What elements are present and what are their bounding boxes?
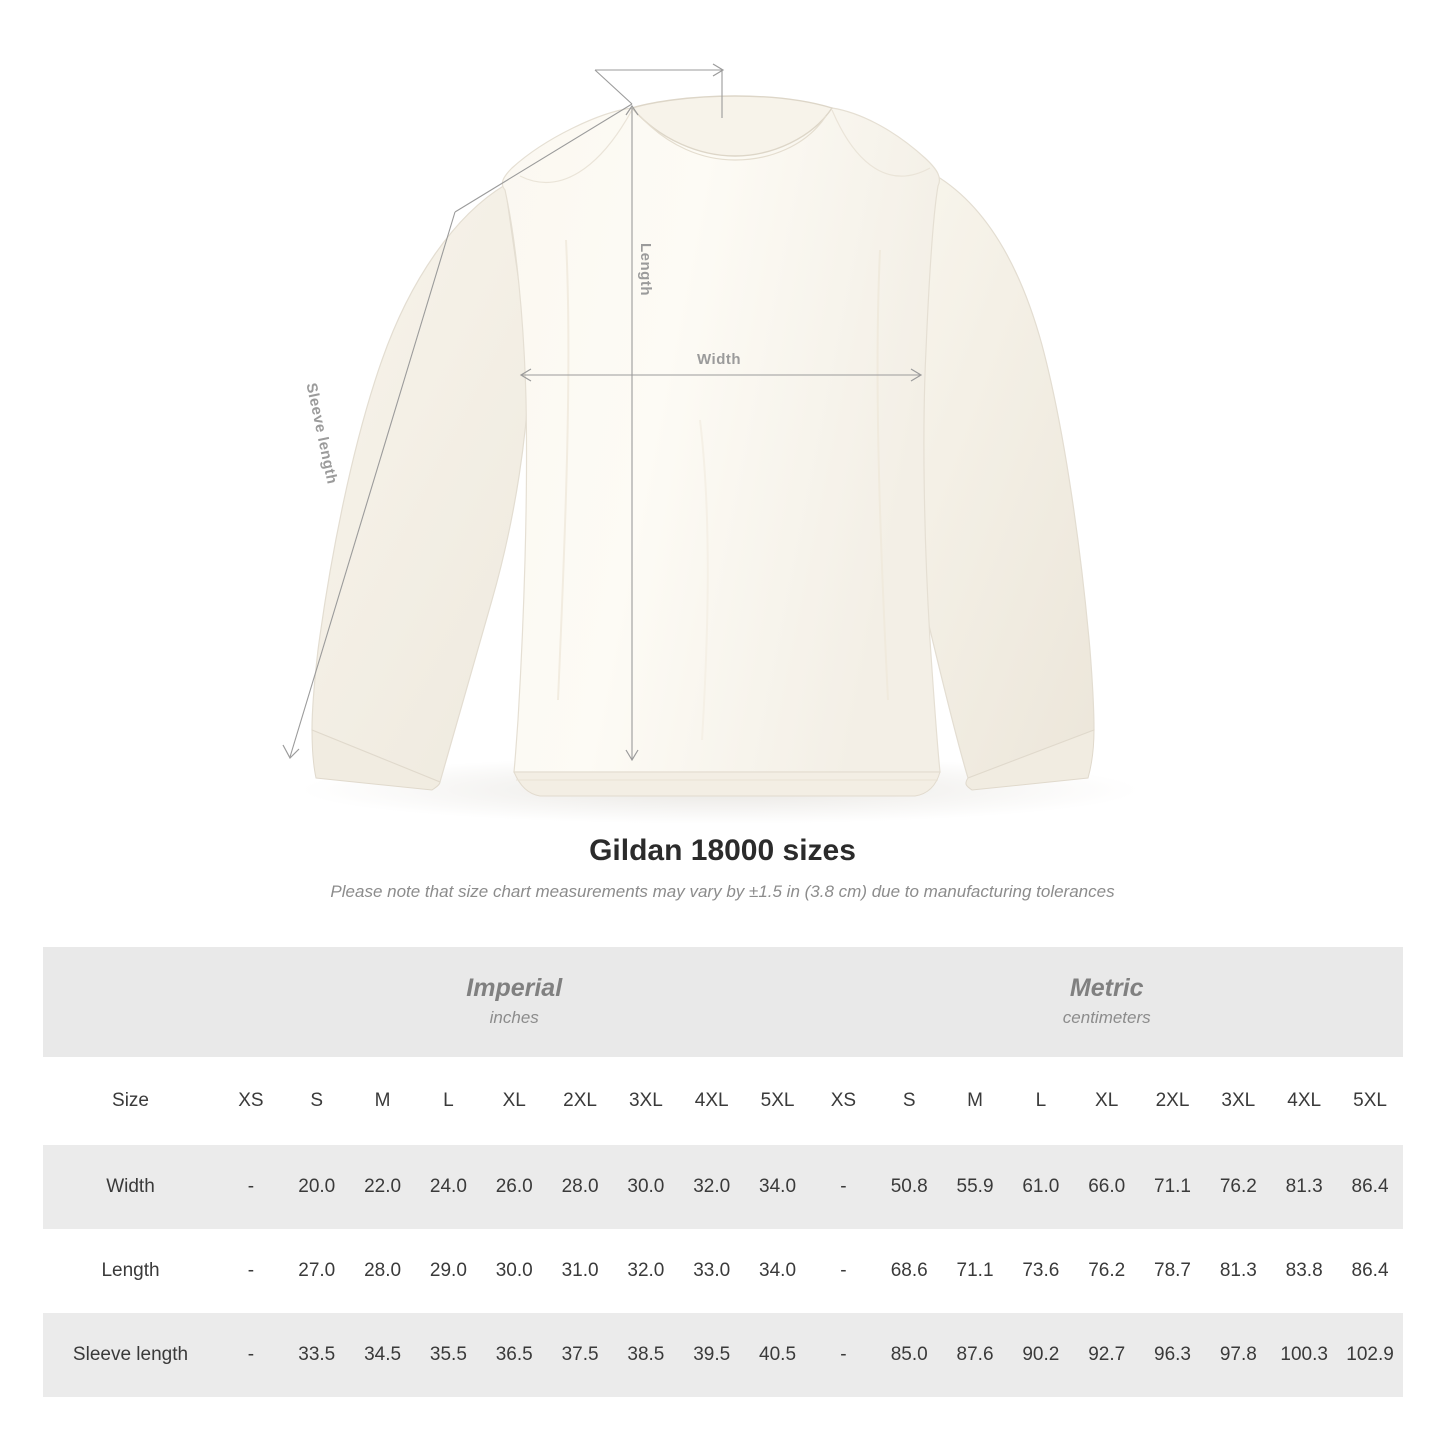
title-block [0,834,1445,902]
table-row [43,1313,1403,1397]
width-imp-xs: - [218,1145,284,1229]
size-header-row [43,1057,1403,1145]
metric-system-label: Metric [1069,973,1144,1002]
width-met-s: 50.8 [876,1145,942,1229]
row-label-width: Width [43,1145,218,1229]
size-table-container [43,947,1403,1397]
size-table [43,947,1403,1397]
unit-header-row [43,947,1403,1057]
col-header-imp-l: L [415,1057,481,1145]
sleeve-imp-m: 34.5 [350,1313,416,1397]
size-label-cell: Size [43,1057,218,1145]
length-imp-s: 27.0 [284,1229,350,1313]
sleeve-met-2xl: 96.3 [1140,1313,1206,1397]
sleeve-length-dimension-label: Sleeve length [302,381,341,486]
row-label-sleeve-length: Sleeve length [43,1313,218,1397]
imperial-system-label: Imperial [466,973,563,1002]
width-imp-5xl: 34.0 [745,1145,811,1229]
length-imp-xl: 30.0 [481,1229,547,1313]
sleeve-imp-s: 33.5 [284,1313,350,1397]
sleeve-met-3xl: 97.8 [1205,1313,1271,1397]
table-row [43,1145,1403,1229]
col-header-met-l: L [1008,1057,1074,1145]
col-header-met-xs: XS [810,1057,876,1145]
width-imp-3xl: 30.0 [613,1145,679,1229]
width-met-2xl: 71.1 [1140,1145,1206,1229]
length-imp-3xl: 32.0 [613,1229,679,1313]
width-met-m: 55.9 [942,1145,1008,1229]
width-met-4xl: 81.3 [1271,1145,1337,1229]
length-dimension-label: Length [637,243,654,296]
sleeve-met-l: 90.2 [1008,1313,1074,1397]
length-met-l: 73.6 [1008,1229,1074,1313]
length-met-m: 71.1 [942,1229,1008,1313]
col-header-imp-3xl: 3XL [613,1057,679,1145]
page-title: Gildan 18000 sizes [589,834,856,867]
width-dimension-label: Width [697,351,742,368]
col-header-imp-m: M [350,1057,416,1145]
col-header-imp-xl: XL [481,1057,547,1145]
length-imp-m: 28.0 [350,1229,416,1313]
length-imp-l: 29.0 [415,1229,481,1313]
col-header-met-s: S [876,1057,942,1145]
sleeve-imp-l: 35.5 [415,1313,481,1397]
width-imp-xl: 26.0 [481,1145,547,1229]
col-header-imp-5xl: 5XL [745,1057,811,1145]
width-met-5xl: 86.4 [1337,1145,1403,1229]
width-imp-s: 20.0 [284,1145,350,1229]
length-imp-2xl: 31.0 [547,1229,613,1313]
width-met-3xl: 76.2 [1205,1145,1271,1229]
sleeve-met-xs: - [810,1313,876,1397]
metric-header [810,947,1403,1057]
length-met-4xl: 83.8 [1271,1229,1337,1313]
sleeve-imp-4xl: 39.5 [679,1313,745,1397]
col-header-imp-xs: XS [218,1057,284,1145]
sleeve-met-4xl: 100.3 [1271,1313,1337,1397]
unit-header-spacer [43,947,218,1057]
length-met-5xl: 86.4 [1337,1229,1403,1313]
metric-unit-label: centimeters [1062,1008,1151,1028]
sleeve-met-m: 87.6 [942,1313,1008,1397]
length-imp-4xl: 33.0 [679,1229,745,1313]
col-header-imp-2xl: 2XL [547,1057,613,1145]
imperial-unit-label: inches [489,1008,539,1028]
col-header-met-xl: XL [1074,1057,1140,1145]
length-imp-5xl: 34.0 [745,1229,811,1313]
length-met-xs: - [810,1229,876,1313]
table-row [43,1229,1403,1313]
width-met-xl: 66.0 [1074,1145,1140,1229]
col-header-imp-4xl: 4XL [679,1057,745,1145]
length-met-2xl: 78.7 [1140,1229,1206,1313]
col-header-imp-s: S [284,1057,350,1145]
width-imp-4xl: 32.0 [679,1145,745,1229]
col-header-met-m: M [942,1057,1008,1145]
length-met-3xl: 81.3 [1205,1229,1271,1313]
sleeve-met-xl: 92.7 [1074,1313,1140,1397]
sleeve-imp-2xl: 37.5 [547,1313,613,1397]
length-met-xl: 76.2 [1074,1229,1140,1313]
sleeve-imp-3xl: 38.5 [613,1313,679,1397]
col-header-met-5xl: 5XL [1337,1057,1403,1145]
imperial-header [218,947,810,1057]
sleeve-met-5xl: 102.9 [1337,1313,1403,1397]
sleeve-met-s: 85.0 [876,1313,942,1397]
width-imp-2xl: 28.0 [547,1145,613,1229]
width-met-xs: - [810,1145,876,1229]
sleeve-imp-xl: 36.5 [481,1313,547,1397]
sleeve-imp-xs: - [218,1313,284,1397]
width-imp-m: 22.0 [350,1145,416,1229]
col-header-met-3xl: 3XL [1205,1057,1271,1145]
width-met-l: 61.0 [1008,1145,1074,1229]
col-header-met-2xl: 2XL [1140,1057,1206,1145]
length-met-s: 68.6 [876,1229,942,1313]
length-imp-xs: - [218,1229,284,1313]
row-label-length: Length [43,1229,218,1313]
sleeve-imp-5xl: 40.5 [745,1313,811,1397]
width-imp-l: 24.0 [415,1145,481,1229]
tolerance-note: Please note that size chart measurements may vary by ±1.5 in (3.8 cm) due to manufacturing tolerances [330,882,1115,901]
col-header-met-4xl: 4XL [1271,1057,1337,1145]
